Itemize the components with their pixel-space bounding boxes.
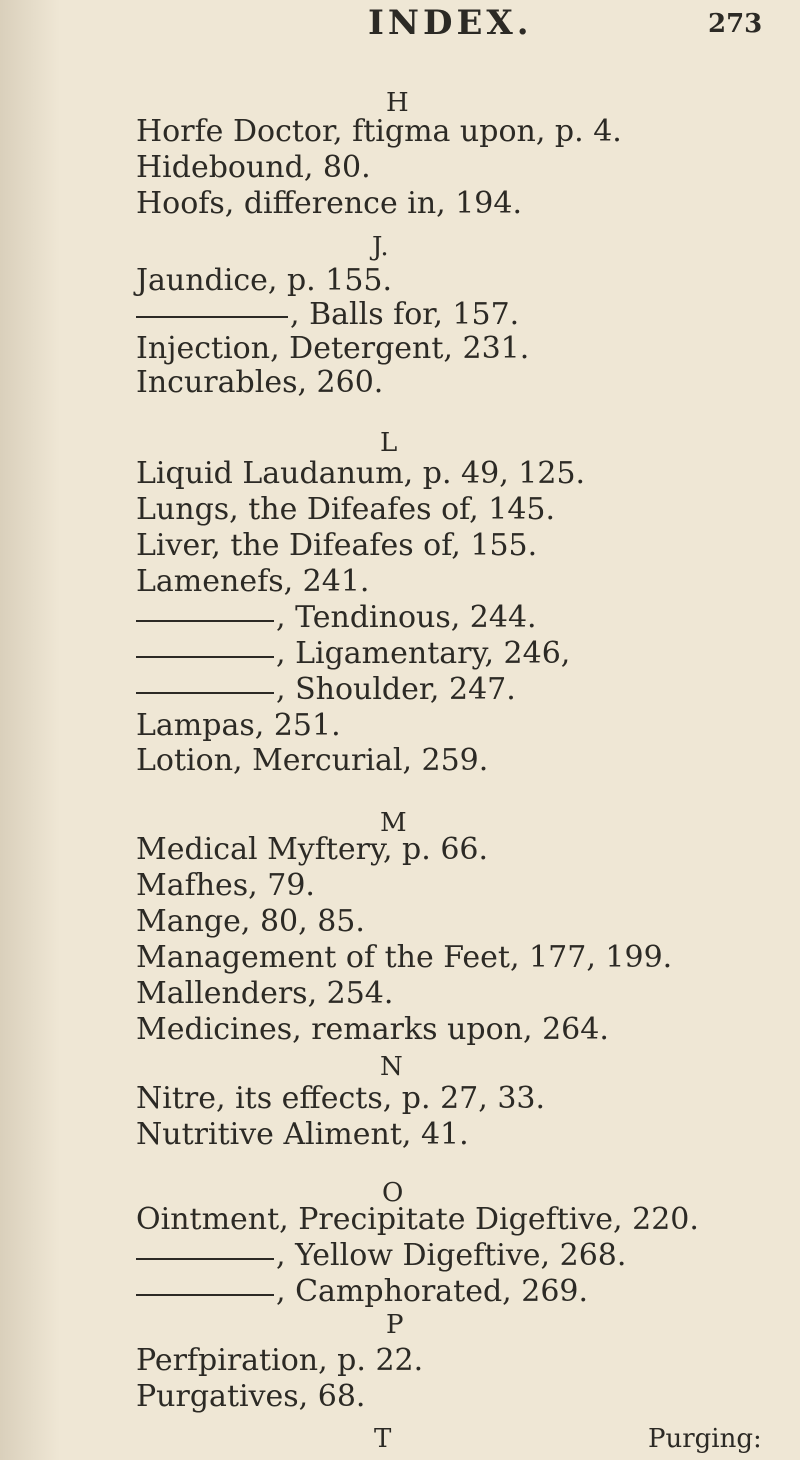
index-entry: Medical Myftery, p. 66.	[136, 832, 489, 867]
index-entry: Lampas, 251.	[136, 708, 341, 743]
index-entry: Lungs, the Difeafes of, 145.	[136, 492, 556, 527]
index-entry: Hoofs, difference in, 194.	[136, 186, 523, 221]
index-entry: , Camphorated, 269.	[276, 1274, 589, 1309]
index-entry: Injection, Detergent, 231.	[136, 331, 530, 366]
index-entry: Perfpiration, p. 22.	[136, 1343, 424, 1378]
index-entry: , Yellow Digeftive, 268.	[276, 1238, 627, 1273]
index-entry: Hidebound, 80.	[136, 150, 371, 185]
index-entry: , Shoulder, 247.	[276, 672, 516, 707]
page-number: 273	[708, 9, 763, 39]
section-letter-h: H	[386, 88, 409, 118]
index-entry: Management of the Feet, 177, 199.	[136, 940, 673, 975]
section-letter-m: M	[380, 808, 407, 838]
index-entry: Mafhes, 79.	[136, 868, 315, 903]
index-entry: , Ligamentary, 246,	[276, 636, 571, 671]
index-entry: Liquid Laudanum, p. 49, 125.	[136, 456, 586, 491]
index-entry: Liver, the Difeafes of, 155.	[136, 528, 538, 563]
catchword: Purging:	[648, 1424, 762, 1454]
ditto-rule	[136, 692, 274, 694]
index-entry: , Tendinous, 244.	[276, 600, 537, 635]
ditto-rule	[136, 656, 274, 658]
ditto-rule	[136, 1294, 274, 1296]
index-entry: Nitre, its effects, p. 27, 33.	[136, 1081, 546, 1116]
index-entry: Mange, 80, 85.	[136, 904, 365, 939]
section-letter-p: P	[386, 1310, 404, 1340]
ditto-rule	[136, 316, 288, 318]
section-letter-o: O	[382, 1178, 404, 1208]
ditto-rule	[136, 620, 274, 622]
index-entry: Incurables, 260.	[136, 365, 384, 400]
index-entry: Medicines, remarks upon, 264.	[136, 1012, 609, 1047]
index-entry: Lamenefs, 241.	[136, 564, 370, 599]
index-entry: Purgatives, 68.	[136, 1379, 366, 1414]
index-entry: Nutritive Aliment, 41.	[136, 1117, 469, 1152]
index-entry: Jaundice, p. 155.	[136, 263, 393, 298]
index-entry: Ointment, Precipitate Digeftive, 220.	[136, 1202, 699, 1237]
section-letter-j: J.	[372, 232, 389, 262]
index-entry: Mallenders, 254.	[136, 976, 394, 1011]
signature-mark: T	[374, 1424, 392, 1454]
index-entry: Lotion, Mercurial, 259.	[136, 743, 489, 778]
page-header	[0, 3, 800, 43]
index-entry: , Balls for, 157.	[290, 297, 520, 332]
running-title: INDEX.	[368, 3, 533, 43]
ditto-rule	[136, 1258, 274, 1260]
section-letter-n: N	[380, 1052, 403, 1082]
index-entry: Horfe Doctor, ftigma upon, p. 4.	[136, 114, 622, 149]
section-letter-l: L	[380, 428, 398, 458]
